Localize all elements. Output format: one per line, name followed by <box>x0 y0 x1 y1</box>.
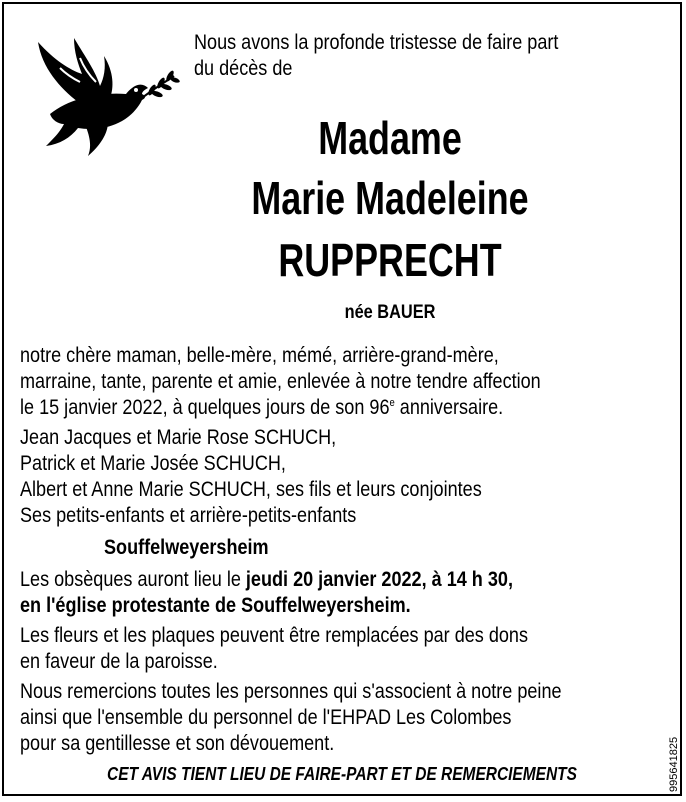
flowers-line: en faveur de la paroisse. <box>20 650 218 673</box>
deceased-title: Madame <box>318 112 462 164</box>
family-line: Ses petits-enfants et arrière-petits-enfants <box>20 504 357 527</box>
flowers-line: Les fleurs et les plaques peuvent être remplacées par des dons <box>20 624 528 647</box>
funeral-lead: Les obsèques auront lieu le <box>20 568 246 591</box>
intro-line: Nous avons la profonde tristesse de faire part <box>194 31 559 54</box>
deceased-first-names: Marie Madeleine <box>251 172 529 224</box>
obituary-notice <box>2 2 682 796</box>
family-location: Souffelweyersheim <box>104 536 269 559</box>
intro-line: du décès de <box>194 57 293 80</box>
thanks-line: pour sa gentillesse et son dévouement. <box>20 732 335 755</box>
ordinal-suffix: e <box>389 397 395 409</box>
intro-text <box>194 30 558 82</box>
funeral-date: jeudi 20 janvier 2022, à 14 h 30, <box>245 568 513 591</box>
notice-footer: CET AVIS TIENT LIEU DE FAIRE-PART ET DE REMERCIEMENTS <box>107 764 577 784</box>
deceased-surname: RUPPRECHT <box>278 234 502 286</box>
body-line: marraine, tante, parente et amie, enlevée à notre tendre affection <box>20 370 541 393</box>
thanks-line: ainsi que l'ensemble du personnel de l'EHPAD Les Colombes <box>20 706 512 729</box>
family-line: Jean Jacques et Marie Rose SCHUCH, <box>20 426 337 449</box>
family-line: Patrick et Marie Josée SCHUCH, <box>20 452 286 475</box>
body-line: notre chère maman, belle-mère, mémé, arrière-grand-mère, <box>20 344 499 367</box>
reference-number: 995641825 <box>668 736 680 792</box>
family-line: Albert et Anne Marie SCHUCH, ses fils et leurs conjointes <box>20 478 482 501</box>
body-line-age <box>20 395 503 421</box>
dove-with-olive-branch-icon <box>30 28 180 158</box>
funeral-church: en l'église protestante de Souffelweyersheim. <box>20 594 411 617</box>
maiden-name: née BAUER <box>344 302 436 323</box>
body-text: le 15 janvier 2022, à quelques jours de son 96 <box>20 396 390 419</box>
funeral-line <box>20 567 513 593</box>
body-text: anniversaire. <box>394 396 504 419</box>
thanks-line: Nous remercions toutes les personnes qui s'associent à notre peine <box>20 680 562 703</box>
